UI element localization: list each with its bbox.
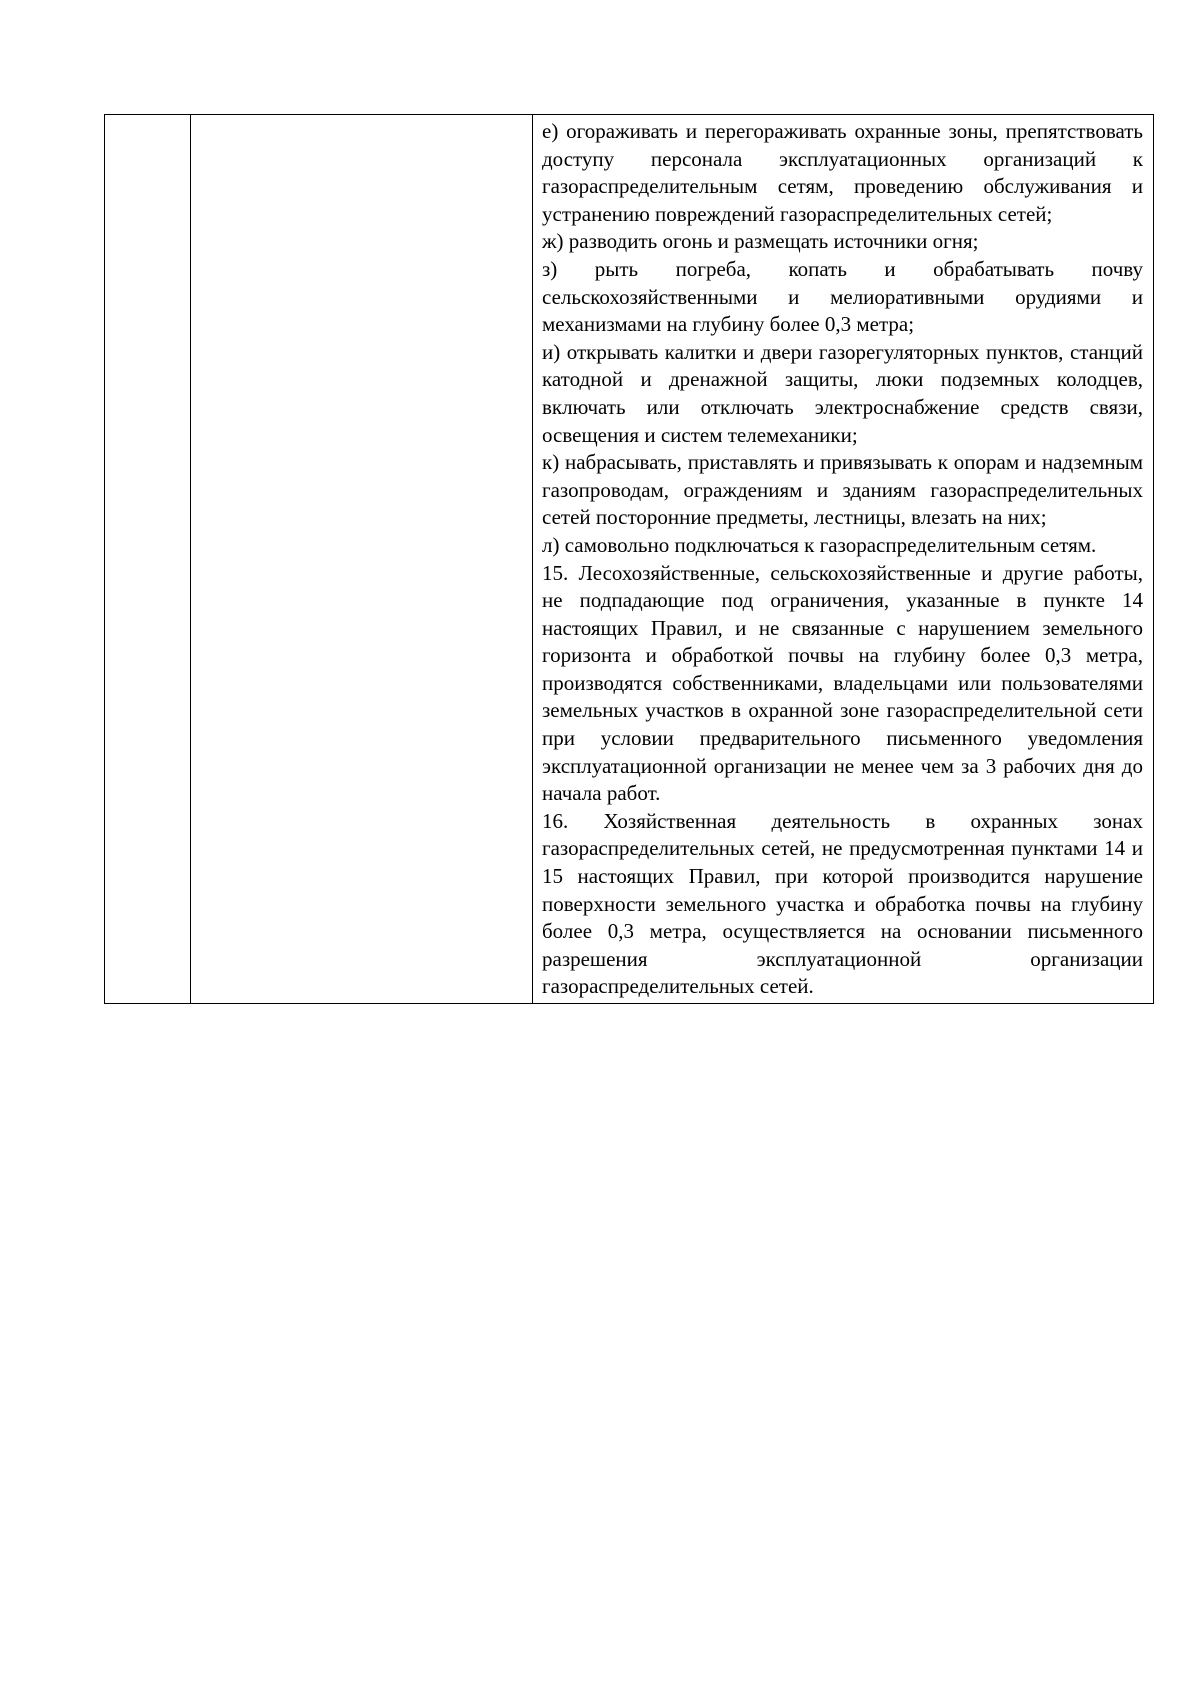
table-cell-content (533, 115, 1154, 1004)
paragraph-item-i: и) открывать калитки и двери газорегуляторных пунктов, станций катодной и дренажной защиты, люки подземных колодцев, включать или отключать электроснабжение средств связи, освещения и систем телемеханики; (542, 339, 1143, 447)
paragraph-clause-16: 16. Хозяйственная деятельность в охранных зонах газораспределительных сетей, не предусмотренная пунктами 14 и 15 настоящих Правил, при которой производится нарушение поверхности земельного участка и обработка почвы на глубину более 0,3 метра, осуществляется на основании письменного разрешения эксплуатационной организации газораспределительных сетей. (542, 808, 1143, 999)
paragraph-item-k: к) набрасывать, приставлять и привязывать к опорам и надземным газопроводам, ограждениям и зданиям газораспределительных сетей посторонние предметы, лестницы, влезать на них; (542, 450, 1143, 530)
content-text-block (533, 115, 1153, 1003)
regulations-table (104, 114, 1154, 1004)
paragraph-clause-15: 15. Лесохозяйственные, сельскохозяйственные и другие работы, не подпадающие под ограничения, указанные в пункте 14 настоящих Правил, и не связанные с нарушением земельного горизонта и обработкой почвы на глубину более 0,3 метра, производятся собственниками, владельцами или пользователями земельных участков в охранной зоне газораспределительной сети при условии предварительного письменного уведомления эксплуатационной организации не менее чем за 3 рабочих дня до начала работ. (542, 560, 1143, 806)
paragraph-item-z: з) рыть погреба, копать и обрабатывать почву сельскохозяйственными и мелиоративными орудиями и механизмами на глубину более 0,3 метра; (542, 256, 1143, 337)
table-cell-title (191, 115, 533, 1004)
table-cell-number (105, 115, 191, 1004)
paragraph-item-zh: ж) разводить огонь и размещать источники огня; (542, 229, 979, 254)
paragraph-item-l: л) самовольно подключаться к газораспределительным сетям. (542, 532, 1097, 557)
paragraph-item-e: е) огораживать и перегораживать охранные зоны, препятствовать доступу персонала эксплуатационных организаций к газораспределительным сетям, проведению обслуживания и устранению повреждений газораспределительных сетей; (542, 119, 1143, 226)
table-row (105, 115, 1154, 1004)
